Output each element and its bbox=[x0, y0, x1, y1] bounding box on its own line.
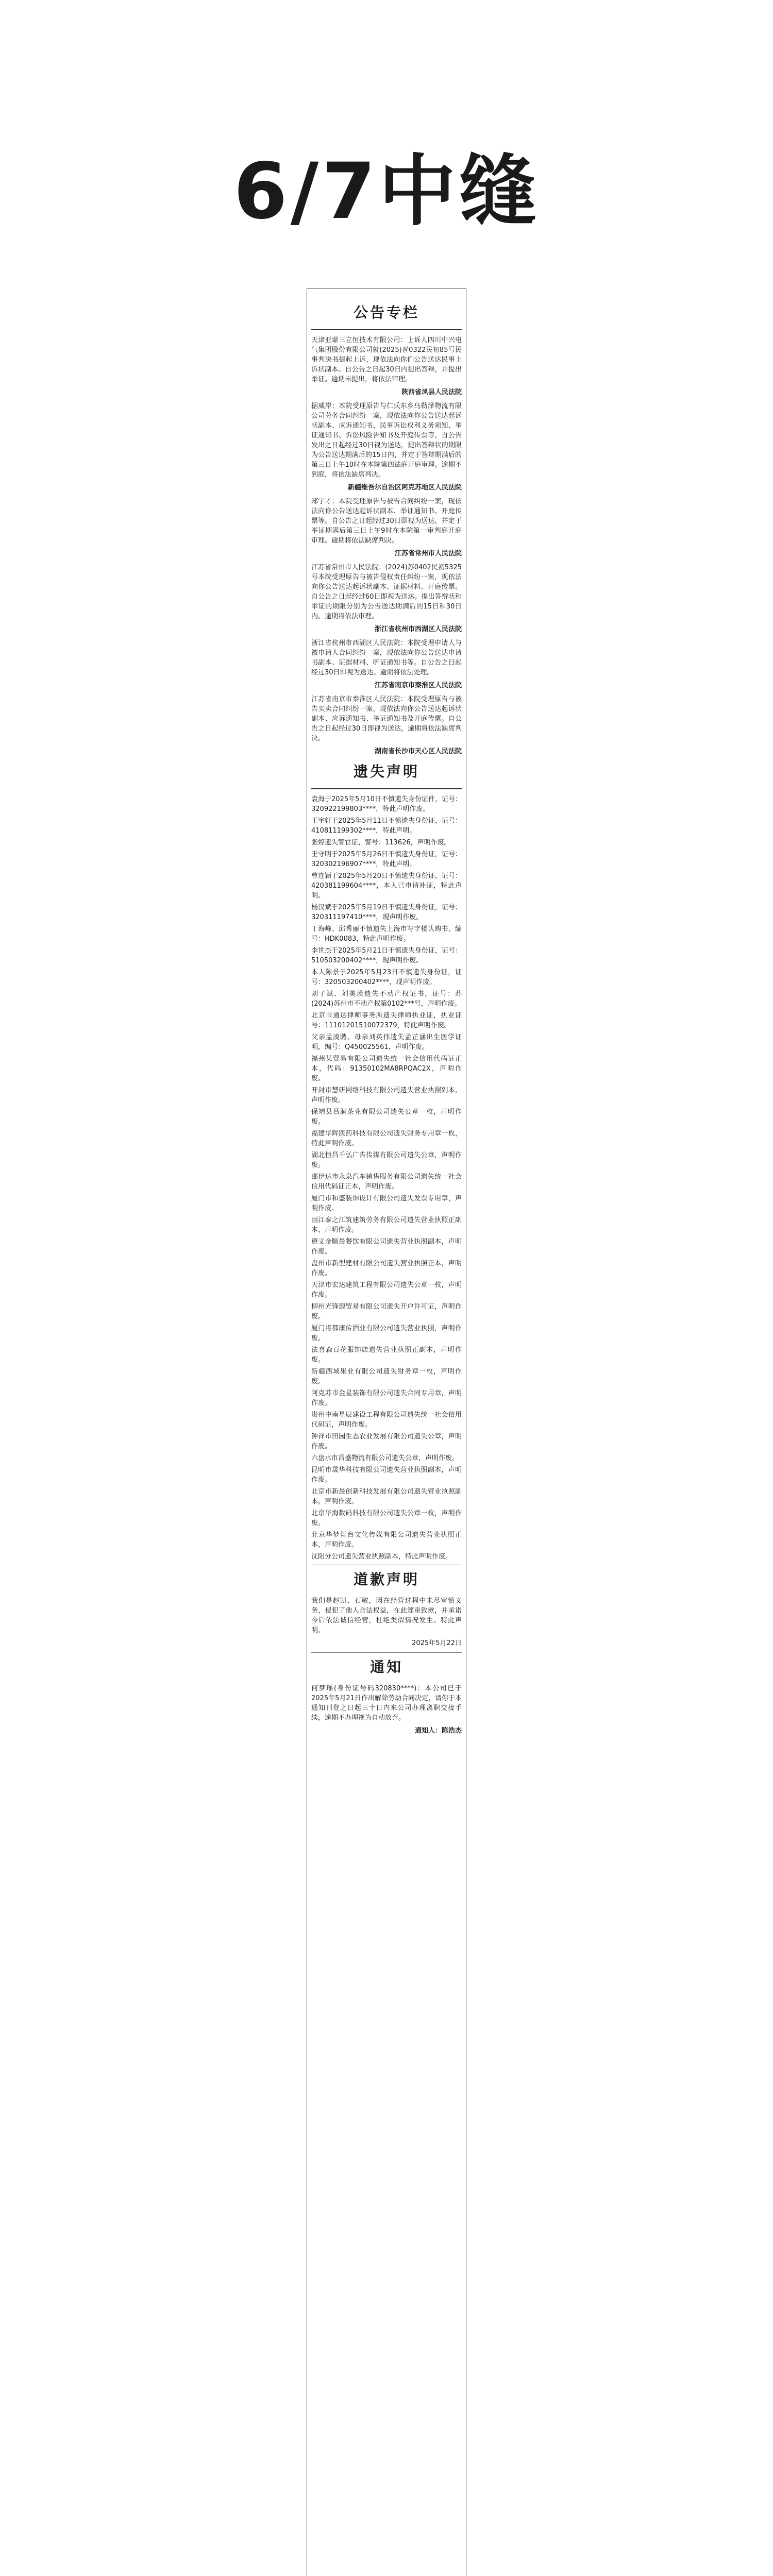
notice-text: 郑宇才：本院受理原告与被告合同纠纷一案，现依法向你公告送达起诉状副本、举证通知书、开庭传票等。自公告之日起经过30日即视为送达，并定于举证期满后第三日上午9时在本院第一审判庭开庭审理。逾期将依法缺席判决。 bbox=[311, 498, 462, 545]
lost-entry: 丁海峰、邱秀丽不慎遗失上海市写字楼认购书，编号：HDK0083，特此声明作废。 bbox=[311, 925, 462, 943]
notice-text: 天津亚蒙三立恒技术有限公司：上诉人四川中兴电气集团股份有限公司就(2025)晋0322民初85号民事判决书提起上诉，现依法向你们公告送达民事上诉状副本。自公告之日起30日内提出答辩，并提出举证。逾期未提出，将依法审理。 bbox=[311, 336, 462, 383]
lost-entry: 盘州市新型建材有限公司遗失营业执照正本，声明作废。 bbox=[311, 1260, 462, 1277]
lost-entry: 北京市新晨创新科技发展有限公司遗失营业执照副本，声明作废。 bbox=[311, 1488, 462, 1505]
apology-heading: 道歉声明 bbox=[353, 1571, 419, 1588]
lost-list bbox=[311, 794, 462, 1562]
lost-entry: 保靖县吕洞茶业有限公司遗失公章一枚，声明作废。 bbox=[311, 1108, 462, 1126]
lost-entry: 柳州光锋源贸易有限公司遗失开户许可证，声明作废。 bbox=[311, 1303, 462, 1320]
lost-entry: 杨汉斌于2025年5月19日不慎遗失身份证，证号：320311197410****，现声明作废。 bbox=[311, 904, 462, 921]
divider bbox=[311, 788, 462, 789]
lost-entry: 父亲孟凌聘、母亲刘英伟遗失孟芷涵出生医学证明，编号：Q450025561，声明作废。 bbox=[311, 1033, 462, 1051]
notice-signature: 江苏省常州市人民法院 bbox=[394, 550, 462, 557]
lost-entry: 六盘水市昌盛物流有限公司遗失公章，声明作废。 bbox=[311, 1454, 459, 1462]
notice-signature: 通知人：陈浩杰 bbox=[414, 1727, 462, 1735]
page-title: 6/7中缝 bbox=[233, 147, 540, 236]
notice-column bbox=[307, 289, 466, 2576]
lost-entry: 福建华辉医药科技有限公司遗失财务专用章一枚，特此声明作废。 bbox=[311, 1130, 462, 1147]
lost-entry: 刘子斌、刘美瑛遗失不动产权证书，证号：苏(2024)苏州市不动产权第0102***号，声明作废。 bbox=[311, 990, 462, 1008]
lost-entry: 王守明于2025年5月26日不慎遗失身份证，证号：320302196907****，特此声明。 bbox=[311, 851, 462, 868]
lost-entry: 遵义金顺晨餐饮有限公司遗失营业执照副本，声明作废。 bbox=[311, 1238, 462, 1256]
lost-entry: 王宇轩于2025年5月11日不慎遗失身份证，证号：410811199302****，特此声明。 bbox=[311, 817, 462, 835]
lost-heading: 遗失声明 bbox=[353, 763, 419, 780]
lost-entry: 北京华梦舞台文化传媒有限公司遗失营业执照正本，声明作废。 bbox=[311, 1531, 462, 1549]
notice-body: 何梦瑶(身份证号码320830****)：本公司已于2025年5月21日作出解除劳动合同决定，请你于本通知刊登之日起三十日内来公司办理离职交接手续，逾期不办理视为自动放弃。 bbox=[311, 1685, 462, 1722]
lost-entry: 北京华海数码科技有限公司遗失公章一枚，声明作废。 bbox=[311, 1510, 462, 1527]
lost-entry: 湖北恒昌千弘广告传媒有限公司遗失公章，声明作废。 bbox=[311, 1151, 462, 1169]
notice-text: 江苏省常州市人民法院：(2024)苏0402民初5325号本院受理原告与被告侵权责任纠纷一案，现依法向你公告送达起诉状副本、证据材料、开庭传票。自公告之日起经过60日即视为送达。提出答辩状和举证的期限分别为公告送达期满后的15日和30日内。逾期将依法审理。 bbox=[311, 564, 462, 620]
lost-entry: 李世杰于2025年5月21日不慎遗失身份证，证号：510503200402****，现声明作废。 bbox=[311, 947, 462, 964]
notice-heading: 通知 bbox=[369, 1658, 403, 1675]
lost-entry: 曹连颖于2025年5月20日不慎遗失身份证，证号：420381199604****，本人已申请补证，特此声明。 bbox=[311, 872, 462, 900]
lost-entry: 丽江泰之江筑建筑劳务有限公司遗失营业执照正副本，声明作废。 bbox=[311, 1216, 462, 1234]
lost-entry: 张婷遗失警官证，警号：113626，声明作废。 bbox=[311, 839, 451, 846]
lost-entry: 钟祥市田园生态农业发展有限公司遗失公章，声明作废。 bbox=[311, 1433, 462, 1450]
lost-entry: 福州某贸易有限公司遗失统一社会信用代码证正本，代码：91350102MA8RPQAC2X，声明作废。 bbox=[311, 1055, 462, 1082]
lost-entry: 新疆西域果业有限公司遗失财务章一枚，声明作废。 bbox=[311, 1368, 462, 1385]
lost-entry: 贵州中南星辰建设工程有限公司遗失统一社会信用代码证，声明作废。 bbox=[311, 1411, 462, 1429]
divider bbox=[311, 329, 462, 330]
lost-entry: 厦门市和盛装饰设计有限公司遗失发票专用章，声明作废。 bbox=[311, 1195, 462, 1212]
lost-entry: 邵伊达市永泉汽车销售服务有限公司遗失统一社会信用代码证正本，声明作废。 bbox=[311, 1173, 462, 1191]
lost-entry: 阿克苏市金星装饰有限公司遗失合同专用章，声明作废。 bbox=[311, 1389, 462, 1407]
apology-date: 2025年5月22日 bbox=[412, 1639, 462, 1647]
lost-entry: 法喜森百花服饰店遗失营业执照正副本，声明作废。 bbox=[311, 1346, 462, 1364]
notice-signature: 浙江省杭州市西湖区人民法院 bbox=[374, 625, 462, 633]
lost-entry: 本人陈景于2025年5月23日不慎遗失身份证，证号：320503200402****，现声明作废。 bbox=[311, 969, 462, 986]
notice-text: 据威岸：本院受理原告与仁氏东乡乌勒泽物流有限公司劳务合同纠纷一案，现依法向你公告送达起诉状副本、应诉通知书、民事诉讼权利义务须知、举证通知书、诉讼风险告知书及开庭传票等。自公告发出之日起经过30日视为送达，提出答辩状的期限为公告送达期满后的15日内，并定于答辩期满后的第三日上午10时在本院第四法庭开庭审理。逾期不到庭，将依法缺席判决。 bbox=[311, 402, 462, 479]
lost-entry: 袁海于2025年5月10日不慎遗失身份证件，证号：320922199803****，特此声明作废。 bbox=[311, 795, 462, 813]
notice-signature: 陕西省凤县人民法院 bbox=[401, 388, 462, 396]
notice-signature: 湖南省长沙市天心区人民法院 bbox=[374, 748, 462, 755]
apology-body: 我们是赵凯、石敏，因在经营过程中未尽审慎义务，侵犯了他人合法权益，在此郑重致歉，并承诺今后依法诚信经营，杜绝类似情况发生。特此声明。 bbox=[311, 1597, 462, 1634]
lost-entry: 沈阳分公司遗失营业执照副本，特此声明作废。 bbox=[311, 1553, 452, 1561]
lost-entry: 北京市通达律师事务所遗失律师执业证，执业证号：11101201510072379，特此声明作废。 bbox=[311, 1012, 462, 1029]
lost-entry: 天津市宏达建筑工程有限公司遗失公章一枚，声明作废。 bbox=[311, 1281, 462, 1299]
lost-entry: 昆明市晟华科技有限公司遗失营业执照副本，声明作废。 bbox=[311, 1466, 462, 1484]
lost-entry: 厦门将都康传酒业有限公司遗失营业执照，声明作废。 bbox=[311, 1325, 462, 1342]
divider bbox=[311, 1652, 462, 1653]
notice-signature: 新疆维吾尔自治区阿克苏地区人民法院 bbox=[347, 484, 462, 492]
notice-text: 江苏省南京市秦淮区人民法院：本院受理原告与被告买卖合同纠纷一案，现依法向你公告送达起诉状副本、应诉通知书、举证通知书及开庭传票。自公告之日起经过30日即视为送达，逾期将依法缺席判决。 bbox=[311, 696, 462, 742]
notice-text: 浙江省杭州市西湖区人民法院：本院受理申请人与被申请人合同纠纷一案，现依法向你公告送达申请书副本、证据材料、听证通知书等。自公告之日起经过30日即视为送达。逾期将依法处理。 bbox=[311, 639, 462, 676]
lost-entry: 开封市慧研网络科技有限公司遗失营业执照副本，声明作废。 bbox=[311, 1087, 462, 1104]
announcements-heading: 公告专栏 bbox=[353, 304, 419, 321]
notice-signature: 江苏省南京市秦淮区人民法院 bbox=[374, 682, 462, 689]
